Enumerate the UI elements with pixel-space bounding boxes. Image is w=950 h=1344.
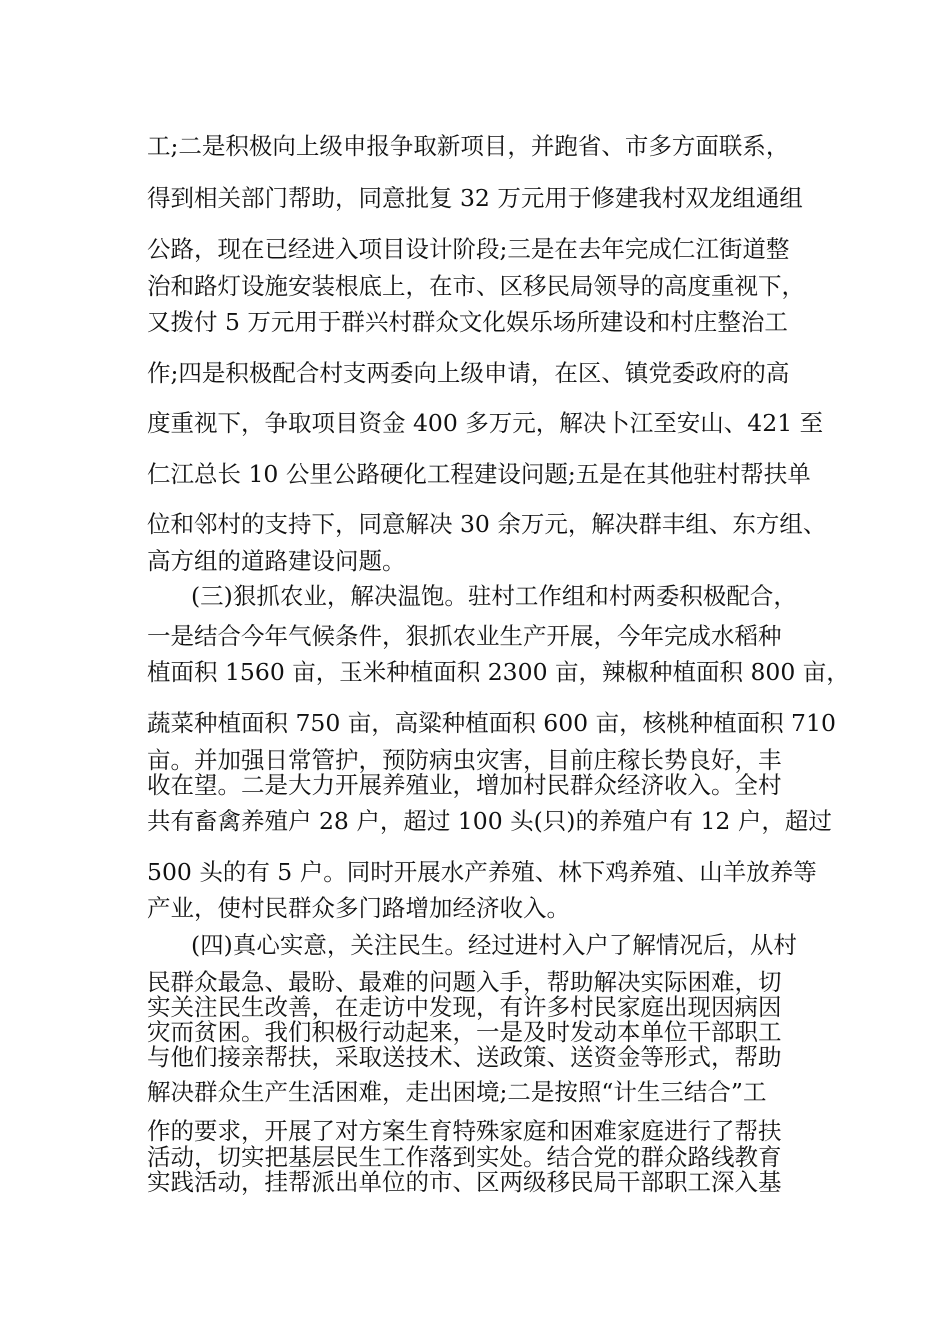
- text-line: 位和邻村的支持下，同意解决 30 余万元，解决群丰组、东方组、: [147, 510, 827, 538]
- text-line: 一是结合今年气候条件，狠抓农业生产开展，今年完成水稻种: [147, 622, 782, 650]
- text-line: 又拨付 5 万元用于群兴村群众文化娱乐场所建设和村庄整治工: [147, 308, 788, 336]
- text-line: 活动，切实把基层民生工作落到实处。结合党的群众路线教育: [147, 1143, 782, 1171]
- text-line: 实关注民生改善，在走访中发现，有许多村民家庭出现因病因: [147, 993, 782, 1021]
- text-line: 灾而贫困。我们积极行动起来，一是及时发动本单位干部职工: [147, 1018, 782, 1046]
- text-line: 收在望。二是大力开展养殖业，增加村民群众经济收入。全村: [147, 771, 782, 799]
- text-line: 植面积 1560 亩，玉米种植面积 2300 亩，辣椒种植面积 800 亩，: [147, 658, 850, 686]
- paragraph-start-line: (四)真心实意，关注民生。经过进村入户了解情况后，从村: [191, 931, 797, 959]
- text-line: 民群众最急、最盼、最难的问题入手，帮助解决实际困难，切: [147, 968, 782, 996]
- text-line: 仁江总长 10 公里公路硬化工程建设问题;五是在其他驻村帮扶单: [147, 460, 811, 488]
- text-line: 治和路灯设施安装根底上，在市、区移民局领导的高度重视下，: [147, 272, 805, 300]
- text-line: 得到相关部门帮助，同意批复 32 万元用于修建我村双龙组通组: [147, 184, 803, 212]
- text-line: 500 头的有 5 户。同时开展水产养殖、林下鸡养殖、山羊放养等: [147, 858, 817, 886]
- text-line: 高方组的道路建设问题。: [147, 547, 406, 575]
- text-line: 公路，现在已经进入项目设计阶段;三是在去年完成仁江街道整: [147, 235, 790, 263]
- text-line: 亩。并加强日常管护，预防病虫灾害，目前庄稼长势良好，丰: [147, 746, 782, 774]
- text-line: 蔬菜种植面积 750 亩，高粱种植面积 600 亩，核桃种植面积 710: [147, 709, 836, 737]
- text-line: 作的要求，开展了对方案生育特殊家庭和困难家庭进行了帮扶: [147, 1117, 782, 1145]
- text-line: 与他们接亲帮扶，采取送技术、送政策、送资金等形式，帮助: [147, 1043, 782, 1071]
- text-line: 产业，使村民群众多门路增加经济收入。: [147, 894, 570, 922]
- text-line: 度重视下，争取项目资金 400 多万元，解决卜江至安山、421 至: [147, 409, 824, 437]
- text-line: 实践活动，挂帮派出单位的市、区两级移民局干部职工深入基: [147, 1168, 782, 1196]
- text-line: 作;四是积极配合村支两委向上级申请，在区、镇党委政府的高: [147, 359, 790, 387]
- text-line: 工;二是积极向上级申报争取新项目，并跑省、市多方面联系，: [147, 132, 790, 160]
- text-line: 共有畜禽养殖户 28 户，超过 100 头(只)的养殖户有 12 户，超过: [147, 807, 832, 835]
- text-line: 解决群众生产生活困难，走出困境;二是按照“计生三结合”工: [147, 1078, 767, 1106]
- paragraph-start-line: (三)狠抓农业，解决温饱。驻村工作组和村两委积极配合，: [191, 582, 797, 610]
